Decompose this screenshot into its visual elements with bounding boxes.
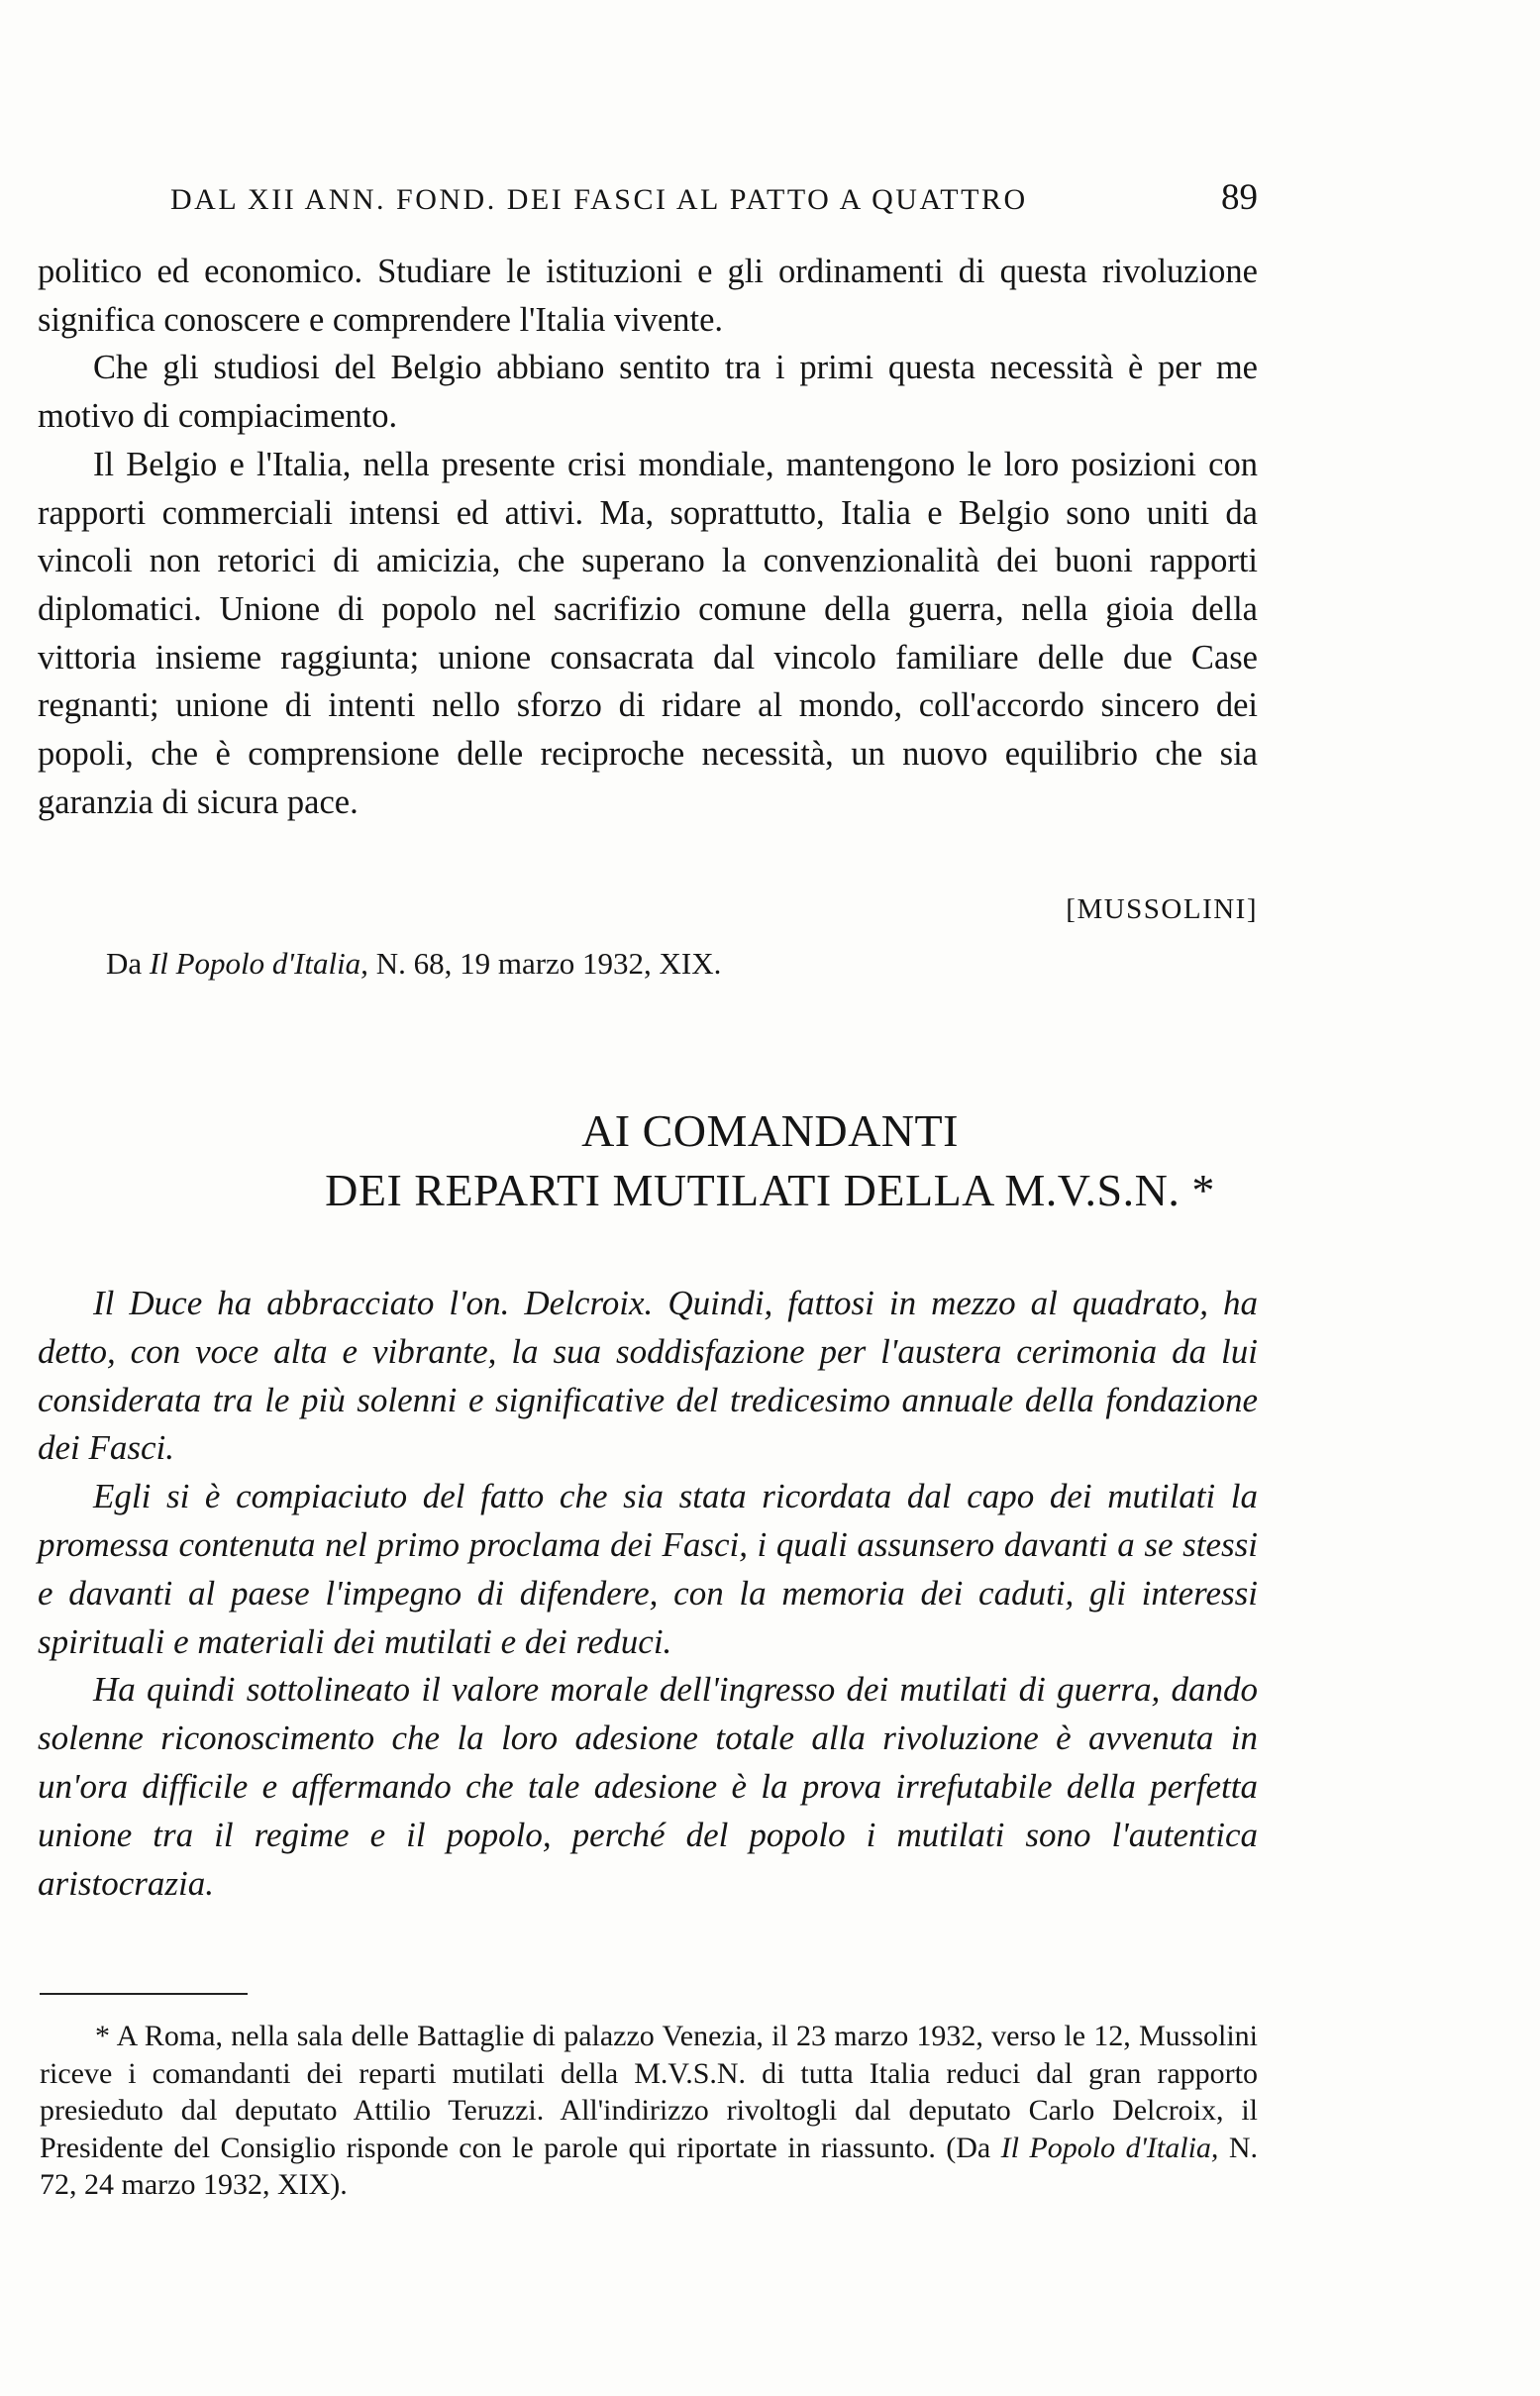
signature: [MUSSOLINI] [1066,893,1258,925]
running-head [170,176,1258,236]
paragraph: politico ed economico. Studiare le istituzioni e gli ordinamenti di questa rivoluzione significa conoscere e comprendere l'Italia vivente. [38,253,1258,339]
paragraph: Ha quindi sottolineato il valore morale dell'ingresso dei mutilati di guerra, dando solenne riconoscimento che la loro adesione totale alla rivoluzione è avvenuta in un'ora difficile e affermando che tale adesione è la prova irrefutabile della perfetta unione tra il regime e il popolo, perché del popolo i mutilati sono l'autentica aristocrazia. [38,1670,1258,1903]
source-title: Il Popolo d'Italia, [149,946,368,981]
footnote-text [40,2018,1258,2204]
paragraph: Il Duce ha abbracciato l'on. Delcroix. Quindi, fattosi in mezzo al quadrato, ha detto, con voce alta e vibrante, la sua soddisfazione per l'austera cerimonia da lui considerata tra le più solenni e significative del tredicesimo annuale della fondazione dei Fasci. [38,1284,1258,1468]
source-citation [106,946,721,982]
footnote [40,2018,1258,2204]
article-body-continuation [38,248,1258,826]
paragraph: Egli si è compiaciuto del fatto che sia stata ricordata dal capo dei mutilati la promessa contenuta nel primo proclama dei Fasci, i quali assunsero davanti a se stessi e davanti al paese l'impegno di difendere, con la memoria dei caduti, gli interessi spirituali e materiali dei mutilati e dei reduci. [38,1477,1258,1661]
section-title-line-2: DEI REPARTI MUTILATI DELLA M.V.S.N. * [325,1165,1215,1215]
source-prefix: Da [106,946,143,981]
running-title: DAL XII ANN. FOND. DEI FASCI AL PATTO A QUATTRO [170,183,1028,216]
footnote-text-after: N. 72, 24 marzo 1932, XIX). [40,2131,1259,2201]
section-title-line-1: AI COMANDANTI [581,1105,959,1156]
footnote-text-before: * A Roma, nella sala delle Battaglie di palazzo Venezia, il 23 marzo 1932, verso le 12, Mussolini riceve i comandanti dei reparti mutilati della M.V.S.N. di tutta Italia reduci dal gran rapporto presieduto dal deputato Attilio Teruzzi. All'indirizzo rivoltogli dal deputato Carlo Delcroix, il Presidente del Consiglio risponde con le parole qui riportate in riassunto. (Da [40,2020,1258,2164]
paragraph: Che gli studiosi del Belgio abbiano sentito tra i primi questa necessità è per me motivo di compiacimento. [38,349,1258,436]
paragraph: Il Belgio e l'Italia, nella presente crisi mondiale, mantengono le loro posizioni con rapporti commerciali intensi ed attivi. Ma, soprattutto, Italia e Belgio sono uniti da vincoli non retorici di amicizia, che superano la convenzionalità dei buoni rapporti diplomatici. Unione di popolo nel sacrifizio comune della guerra, nella gioia della vittoria insieme raggiunta; unione consacrata dal vincolo familiare delle due Case regnanti; unione di intenti nello sforzo di ridare al mondo, coll'accordo sincero dei popoli, che è comprensione delle reciproche necessità, un nuovo equilibrio che sia garanzia di sicura pace. [38,445,1258,821]
source-details: N. 68, 19 marzo 1932, XIX. [375,946,722,981]
footnote-source-title: Il Popolo d'Italia, [1000,2131,1219,2164]
footnote-rule [40,1993,248,1995]
article-body-italic [38,1280,1258,1908]
page-number: 89 [1221,177,1258,218]
section-title [0,1101,1540,1220]
